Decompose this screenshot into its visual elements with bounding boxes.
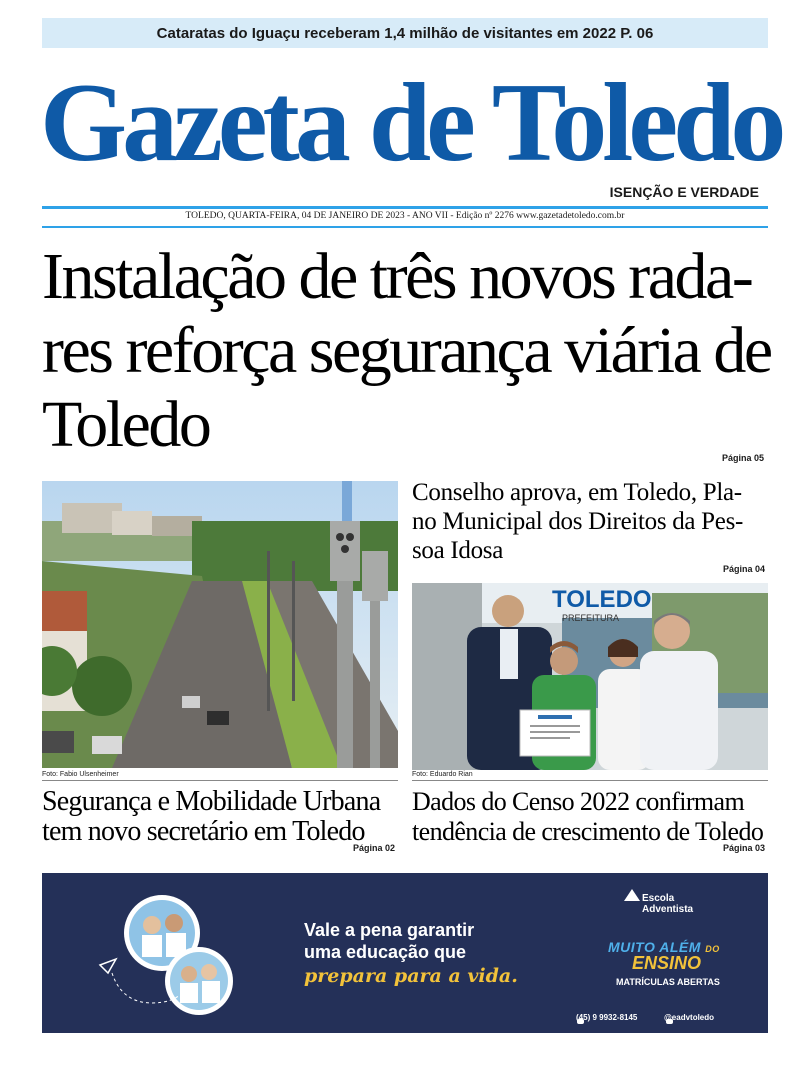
title-line: no Municipal dos Direitos da Pes-: [412, 508, 744, 535]
photo-credit-right: Foto: Eduardo Rian: [412, 771, 473, 778]
title-line: soa Idosa: [412, 537, 504, 564]
divider-right: [412, 780, 768, 781]
masthead-title[interactable]: Gazeta de Toledo: [40, 61, 782, 185]
masthead-slogan: ISENÇÃO E VERDADE: [609, 184, 759, 200]
avenue-radar-photo[interactable]: [42, 481, 398, 768]
ad-school-line: Escola: [642, 893, 675, 904]
title-line: tendência de crescimento de Toledo: [412, 817, 764, 846]
lead-page-ref: Página 05: [722, 453, 765, 463]
conselho-story-title[interactable]: [412, 478, 772, 565]
ad-headline-line: Vale a pena garantir: [304, 920, 475, 940]
lead-headline-line: res reforça segurança viária de: [42, 314, 771, 387]
conselho-page-ref: Página 04: [723, 564, 766, 574]
title-line: Dados do Censo 2022 confirmam: [412, 787, 745, 816]
ad-campaign-top-text: MUITO ALÉM: [608, 939, 701, 955]
lead-headline-line: Instalação de três novos rada-: [42, 240, 752, 313]
title-line: Conselho aprova, em Toledo, Pla-: [412, 479, 742, 506]
top-banner[interactable]: [42, 18, 768, 48]
lead-headline-line: Toledo: [42, 388, 210, 461]
ad-school-name: [642, 893, 693, 915]
photo-sign-subtext: PREFEITURA: [562, 613, 620, 623]
seguranca-page-ref: Página 02: [353, 843, 396, 853]
lead-headline[interactable]: [42, 240, 772, 462]
ad-phone[interactable]: (45) 9 9932-8145: [576, 1013, 638, 1022]
title-line: Segurança e Mobilidade Urbana: [42, 786, 381, 817]
censo-page-ref: Página 03: [723, 843, 766, 853]
ad-social[interactable]: @eadvtoledo: [664, 1013, 715, 1022]
top-banner-text: Cataratas do Iguaçu receberam 1,4 milhão de visitantes em 2022 P. 06: [156, 24, 654, 42]
ad-enrollment: MATRÍCULAS ABERTAS: [616, 977, 720, 987]
ad-school-line: Adventista: [642, 904, 694, 915]
school-advertisement[interactable]: [42, 873, 768, 1033]
ad-campaign-mid-text: DO: [705, 944, 720, 954]
ad-headline: [304, 919, 474, 963]
ad-headline-line: uma educação que: [304, 942, 467, 962]
masthead-rule-bottom: [42, 226, 768, 228]
photo-credit-left: Foto: Fabio Ulsenheimer: [42, 771, 119, 778]
censo-group-photo[interactable]: [412, 583, 768, 770]
divider-left: [42, 780, 398, 781]
ad-script-line: prepara para a vida.: [304, 965, 518, 987]
seguranca-story-title[interactable]: [42, 787, 402, 847]
masthead-rule-top: [42, 206, 768, 209]
title-line: tem novo secretário em Toledo: [42, 816, 365, 847]
ad-campaign-bottom: ENSINO: [632, 953, 702, 973]
censo-story-title[interactable]: [412, 787, 778, 847]
dateline: TOLEDO, QUARTA-FEIRA, 04 DE JANEIRO DE 2023 - ANO VII - Edição nº 2276 www.gazetadetoledo.com.br: [185, 211, 625, 221]
photo-sign-text: TOLEDO: [552, 586, 652, 613]
